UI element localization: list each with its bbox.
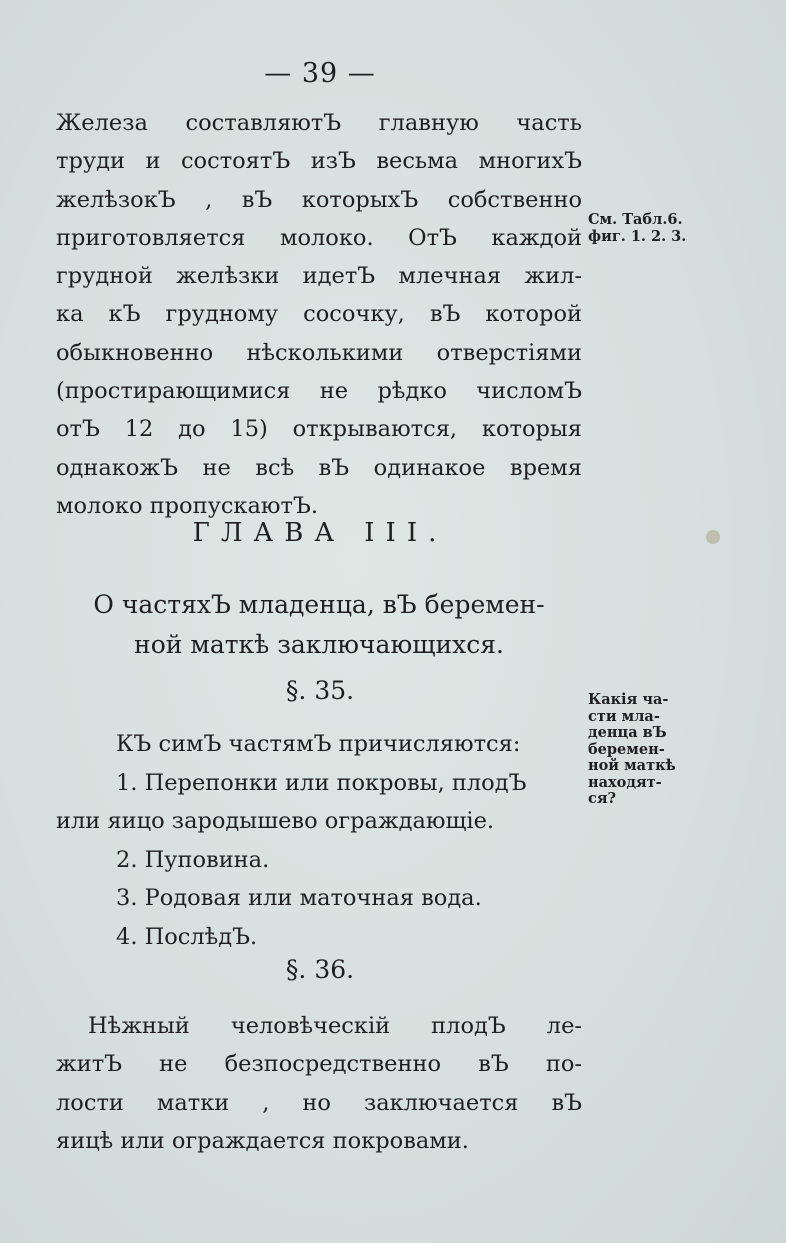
- margin-note-line: См. Табл.6.: [588, 211, 683, 228]
- text-line: (простирающимися не рѣдко числомЪ: [56, 378, 582, 405]
- chapter-title-line: О частяхЪ младенца, вЪ беремен-: [93, 590, 545, 619]
- text-line: желѣзокЪ , вЪ которыхЪ собственно: [56, 186, 582, 213]
- text-line: однакожЪ не всѣ вЪ одинакое время: [56, 454, 582, 481]
- list-item: 3. Родовая или маточная вода.: [116, 885, 482, 911]
- margin-note-line: денца вЪ: [588, 724, 667, 741]
- text-line: яицѣ или ограждается покровами.: [56, 1127, 469, 1154]
- margin-note-line: ся?: [588, 790, 617, 807]
- list-item-continuation: или яицо зародышево ограждающiе.: [56, 808, 495, 834]
- section-36-heading: §. 36.: [285, 955, 355, 984]
- chapter-title-line: ной маткѣ заключающихся.: [134, 630, 504, 659]
- parts-list: [56, 725, 582, 956]
- text-line: житЪ не безпосредственно вЪ по-: [56, 1051, 582, 1078]
- list-intro: КЪ симЪ частямЪ причисляются:: [116, 731, 521, 757]
- text-line: грудной желѣзки идетЪ млечная жил-: [56, 263, 582, 290]
- chapter-heading: ГЛАВА III.: [192, 518, 448, 548]
- list-item: 4. ПослѣдЪ.: [116, 923, 258, 950]
- margin-note-line: ной маткѣ: [588, 757, 676, 774]
- margin-note-line: фиг. 1. 2. 3.: [588, 227, 687, 245]
- paragraph-2: [56, 1007, 582, 1160]
- list-item: 1. Перепонки или покровы, плодЪ: [116, 769, 527, 796]
- section-35-heading: §. 35.: [285, 676, 355, 705]
- list-item: 2. Пуповина.: [116, 846, 270, 873]
- text-line: обыкновенно нѣсколькими отверстiями: [56, 339, 582, 366]
- text-line: приготовляется молоко. ОтЪ каждой: [56, 224, 582, 251]
- paragraph-1: [56, 104, 582, 525]
- text-line: труди и состоятЪ изЪ весьма многихЪ: [56, 148, 582, 175]
- text-line: отЪ 12 до 15) открываются, которыя: [56, 416, 582, 443]
- margin-note-line: беремен-: [588, 740, 665, 758]
- paper-stain: [706, 530, 720, 544]
- margin-note-line: сти мла-: [588, 707, 660, 725]
- margin-note-line: Какiя ча-: [588, 691, 669, 708]
- text-line: Железа составляютЪ главную часть: [56, 110, 582, 136]
- margin-note-line: находят-: [588, 773, 662, 791]
- text-line: молоко пропускаютЪ.: [56, 492, 318, 519]
- margin-note-figure-reference: [588, 212, 708, 245]
- text-line: лости матки , но заключается вЪ: [56, 1089, 582, 1116]
- page-number: — 39 —: [264, 58, 376, 89]
- chapter-title: [56, 585, 582, 665]
- text-line: Нѣжный человѣческiй плодЪ ле-: [88, 1013, 582, 1039]
- text-line: ка кЪ грудному сосочку, вЪ которой: [56, 301, 582, 328]
- margin-note-question: [588, 692, 698, 808]
